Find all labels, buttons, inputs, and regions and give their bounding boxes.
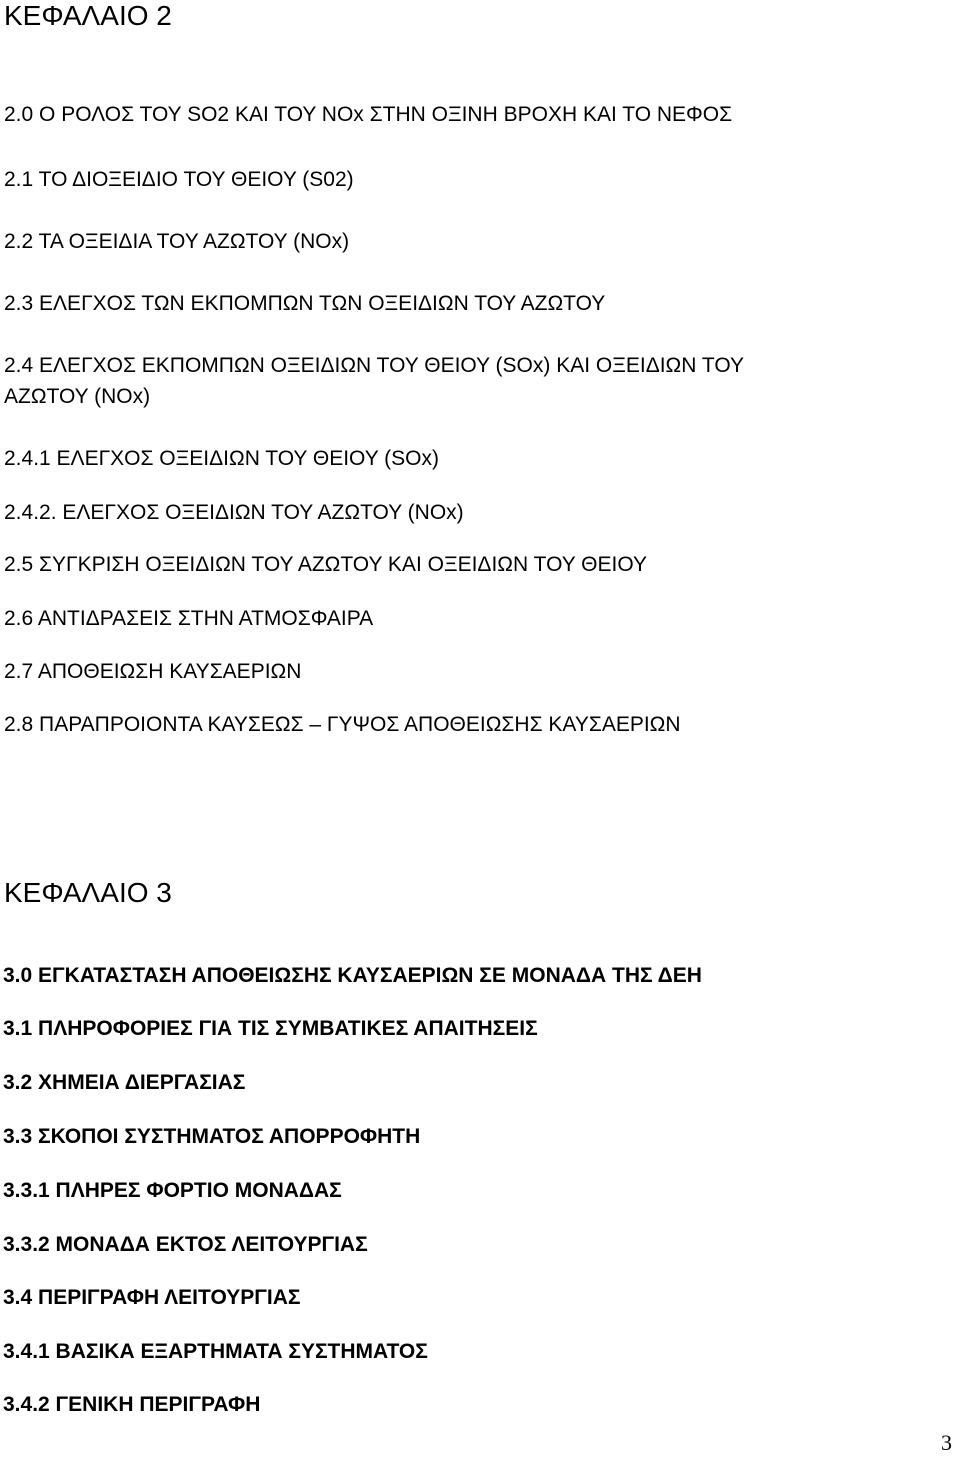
chapter-2-heading: ΚΕΦΑΛΑΙΟ 2 <box>4 0 172 31</box>
toc-entry-2-8: 2.8 ΠΑΡΑΠΡΟΙΟΝΤΑ ΚΑΥΣΕΩΣ – ΓΥΨΟΣ ΑΠΟΘΕΙΩΣΗΣ ΚΑΥΣΑΕΡΙΩΝ <box>4 713 681 736</box>
toc-entry-3-3: 3.3 ΣΚΟΠΟΙ ΣΥΣΤΗΜΑΤΟΣ ΑΠΟΡΡΟΦΗΤΗ <box>3 1125 421 1148</box>
page-number: 3 <box>941 1430 952 1455</box>
toc-entry-3-4-2: 3.4.2 ΓΕΝΙΚΗ ΠΕΡΙΓΡΑΦΗ <box>3 1393 261 1416</box>
chapter-3-heading: ΚΕΦΑΛΑΙΟ 3 <box>4 877 172 908</box>
toc-entry-2-6: 2.6 ΑΝΤΙΔΡΑΣΕΙΣ ΣΤΗΝ ΑΤΜΟΣΦΑΙΡΑ <box>4 607 374 630</box>
toc-entry-2-4-1: 2.4.1 ΕΛΕΓΧΟΣ ΟΞΕΙΔΙΩΝ ΤΟΥ ΘΕΙΟΥ (SOx) <box>4 447 440 470</box>
toc-entry-3-4: 3.4 ΠΕΡΙΓΡΑΦΗ ΛΕΙΤΟΥΡΓΙΑΣ <box>3 1286 301 1309</box>
toc-entry-3-2: 3.2 ΧΗΜΕΙΑ ΔΙΕΡΓΑΣΙΑΣ <box>3 1071 246 1094</box>
toc-entry-3-1: 3.1 ΠΛΗΡΟΦΟΡΙΕΣ ΓΙΑ ΤΙΣ ΣΥΜΒΑΤΙΚΕΣ ΑΠΑΙΤΗΣΕΙΣ <box>3 1017 538 1040</box>
toc-entry-2-4-continued: ΑΖΩΤΟΥ (NOx) <box>4 385 151 408</box>
toc-entry-2-5: 2.5 ΣΥΓΚΡΙΣΗ ΟΞΕΙΔΙΩΝ ΤΟΥ ΑΖΩΤΟΥ ΚΑΙ ΟΞΕΙΔΙΩΝ ΤΟΥ ΘΕΙΟΥ <box>4 553 648 576</box>
toc-entry-2-0: 2.0 Ο ΡΟΛΟΣ ΤΟΥ SO2 ΚΑΙ ΤΟΥ NOx ΣΤΗΝ ΟΞΙΝΗ ΒΡΟΧΗ ΚΑΙ ΤΟ ΝΕΦΟΣ <box>4 103 733 126</box>
toc-entry-2-7: 2.7 ΑΠΟΘΕΙΩΣΗ ΚΑΥΣΑΕΡΙΩΝ <box>4 660 302 683</box>
toc-entry-3-0: 3.0 ΕΓΚΑΤΑΣΤΑΣΗ ΑΠΟΘΕΙΩΣΗΣ ΚΑΥΣΑΕΡΙΩΝ ΣΕ ΜΟΝΑΔΑ ΤΗΣ ΔΕΗ <box>3 964 702 987</box>
toc-entry-2-1: 2.1 ΤΟ ΔΙΟΞΕΙΔΙΟ ΤΟΥ ΘΕΙΟΥ (S02) <box>4 168 354 191</box>
toc-entry-2-2: 2.2 ΤΑ ΟΞΕΙΔΙΑ ΤΟΥ ΑΖΩΤΟΥ (NOx) <box>4 230 350 253</box>
toc-entry-2-4: 2.4 ΕΛΕΓΧΟΣ ΕΚΠΟΜΠΩΝ ΟΞΕΙΔΙΩΝ ΤΟΥ ΘΕΙΟΥ (SOx) ΚΑΙ ΟΞΕΙΔΙΩΝ ΤΟΥ <box>4 354 744 377</box>
toc-entry-3-3-1: 3.3.1 ΠΛΗΡΕΣ ΦΟΡΤΙΟ ΜΟΝΑΔΑΣ <box>3 1179 342 1202</box>
toc-entry-2-4-2: 2.4.2. ΕΛΕΓΧΟΣ ΟΞΕΙΔΙΩΝ ΤΟΥ ΑΖΩΤΟΥ (NOx) <box>4 501 464 524</box>
toc-entry-3-3-2: 3.3.2 ΜΟΝΑΔΑ ΕΚΤΟΣ ΛΕΙΤΟΥΡΓΙΑΣ <box>3 1233 368 1256</box>
toc-entry-3-4-1: 3.4.1 ΒΑΣΙΚΑ ΕΞΑΡΤΗΜΑΤΑ ΣΥΣΤΗΜΑΤΟΣ <box>3 1340 428 1363</box>
toc-entry-2-3: 2.3 ΕΛΕΓΧΟΣ ΤΩΝ ΕΚΠΟΜΠΩΝ ΤΩΝ ΟΞΕΙΔΙΩΝ ΤΟΥ ΑΖΩΤΟΥ <box>4 292 606 315</box>
